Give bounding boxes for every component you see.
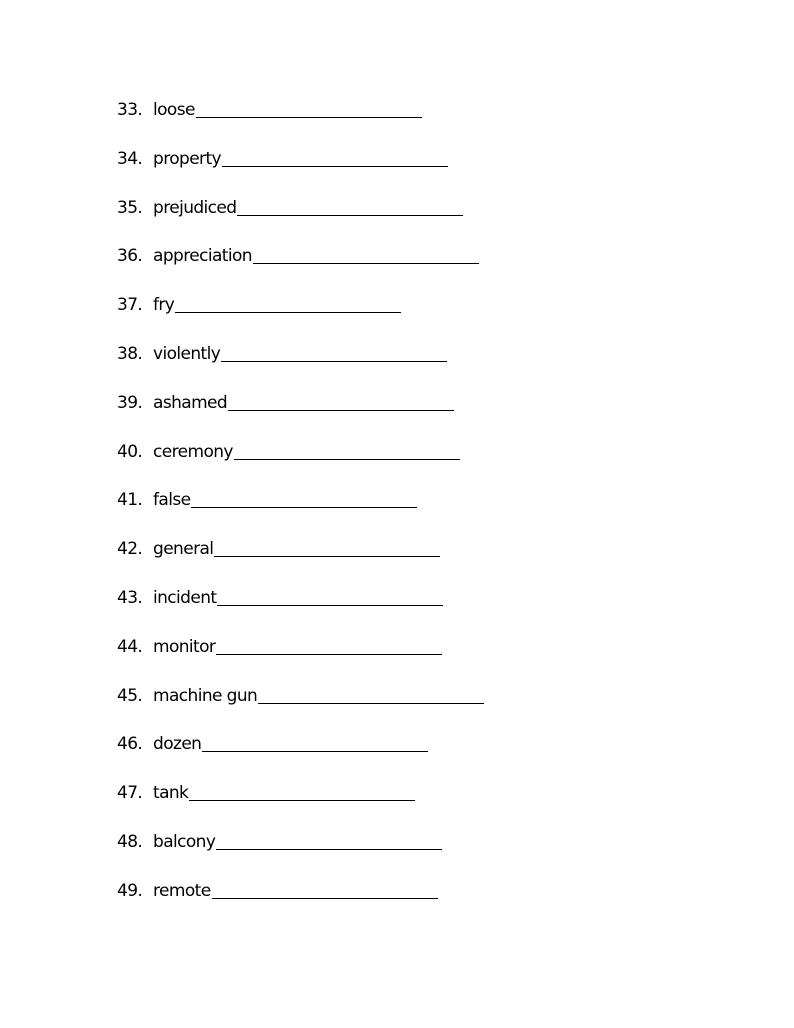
item-number: 40. [117, 441, 143, 462]
item-number: 41. [117, 490, 143, 511]
list-item [117, 585, 484, 634]
item-word: prejudiced [153, 197, 237, 218]
answer-blank[interactable] [216, 829, 442, 850]
item-word: property [153, 148, 221, 169]
answer-blank[interactable] [175, 292, 401, 313]
answer-blank[interactable] [216, 634, 442, 655]
list-item [117, 536, 484, 585]
answer-blank[interactable] [221, 341, 447, 362]
item-number: 39. [117, 392, 143, 413]
item-word: false [153, 490, 191, 511]
list-item [117, 780, 484, 829]
answer-blank[interactable] [228, 390, 454, 411]
list-item [117, 243, 484, 292]
list-item [117, 487, 484, 536]
item-number: 35. [117, 197, 143, 218]
item-number: 33. [117, 100, 143, 120]
item-word: dozen [153, 734, 202, 755]
answer-blank[interactable] [212, 878, 438, 899]
answer-blank[interactable] [253, 243, 479, 264]
list-item [117, 634, 484, 683]
item-number: 43. [117, 587, 143, 608]
item-word: remote [153, 880, 211, 901]
list-item [117, 341, 484, 390]
item-number: 38. [117, 343, 143, 364]
list-item [117, 829, 484, 878]
item-number: 34. [117, 148, 143, 169]
list-item [117, 292, 484, 341]
item-word: machine gun [153, 685, 258, 706]
answer-blank[interactable] [234, 439, 460, 460]
item-word: monitor [153, 636, 216, 657]
answer-blank[interactable] [202, 731, 428, 752]
item-number: 48. [117, 831, 143, 852]
item-number: 47. [117, 783, 143, 804]
item-number: 37. [117, 295, 143, 316]
item-number: 49. [117, 880, 143, 901]
answer-blank[interactable] [217, 585, 443, 606]
item-word: appreciation [153, 246, 252, 267]
answer-blank[interactable] [189, 780, 415, 801]
item-word: loose [153, 100, 195, 120]
item-word: ceremony [153, 441, 233, 462]
list-item [117, 439, 484, 488]
item-number: 46. [117, 734, 143, 755]
list-item [117, 390, 484, 439]
answer-blank[interactable] [191, 487, 417, 508]
item-number: 44. [117, 636, 143, 657]
list-item [117, 97, 484, 146]
item-word: tank [153, 783, 189, 804]
item-word: general [153, 539, 214, 560]
list-item [117, 683, 484, 732]
answer-blank[interactable] [196, 97, 422, 118]
list-item [117, 731, 484, 780]
list-item [117, 195, 484, 244]
item-word: fry [153, 295, 175, 316]
list-item [117, 146, 484, 195]
item-word: balcony [153, 831, 216, 852]
vocabulary-list [117, 97, 484, 927]
item-word: ashamed [153, 392, 228, 413]
answer-blank[interactable] [222, 146, 448, 167]
answer-blank[interactable] [237, 195, 463, 216]
answer-blank[interactable] [214, 536, 440, 557]
item-number: 45. [117, 685, 143, 706]
item-number: 36. [117, 246, 143, 267]
answer-blank[interactable] [258, 683, 484, 704]
item-word: incident [153, 587, 217, 608]
item-word: violently [153, 343, 221, 364]
item-number: 42. [117, 539, 143, 560]
list-item [117, 878, 484, 927]
